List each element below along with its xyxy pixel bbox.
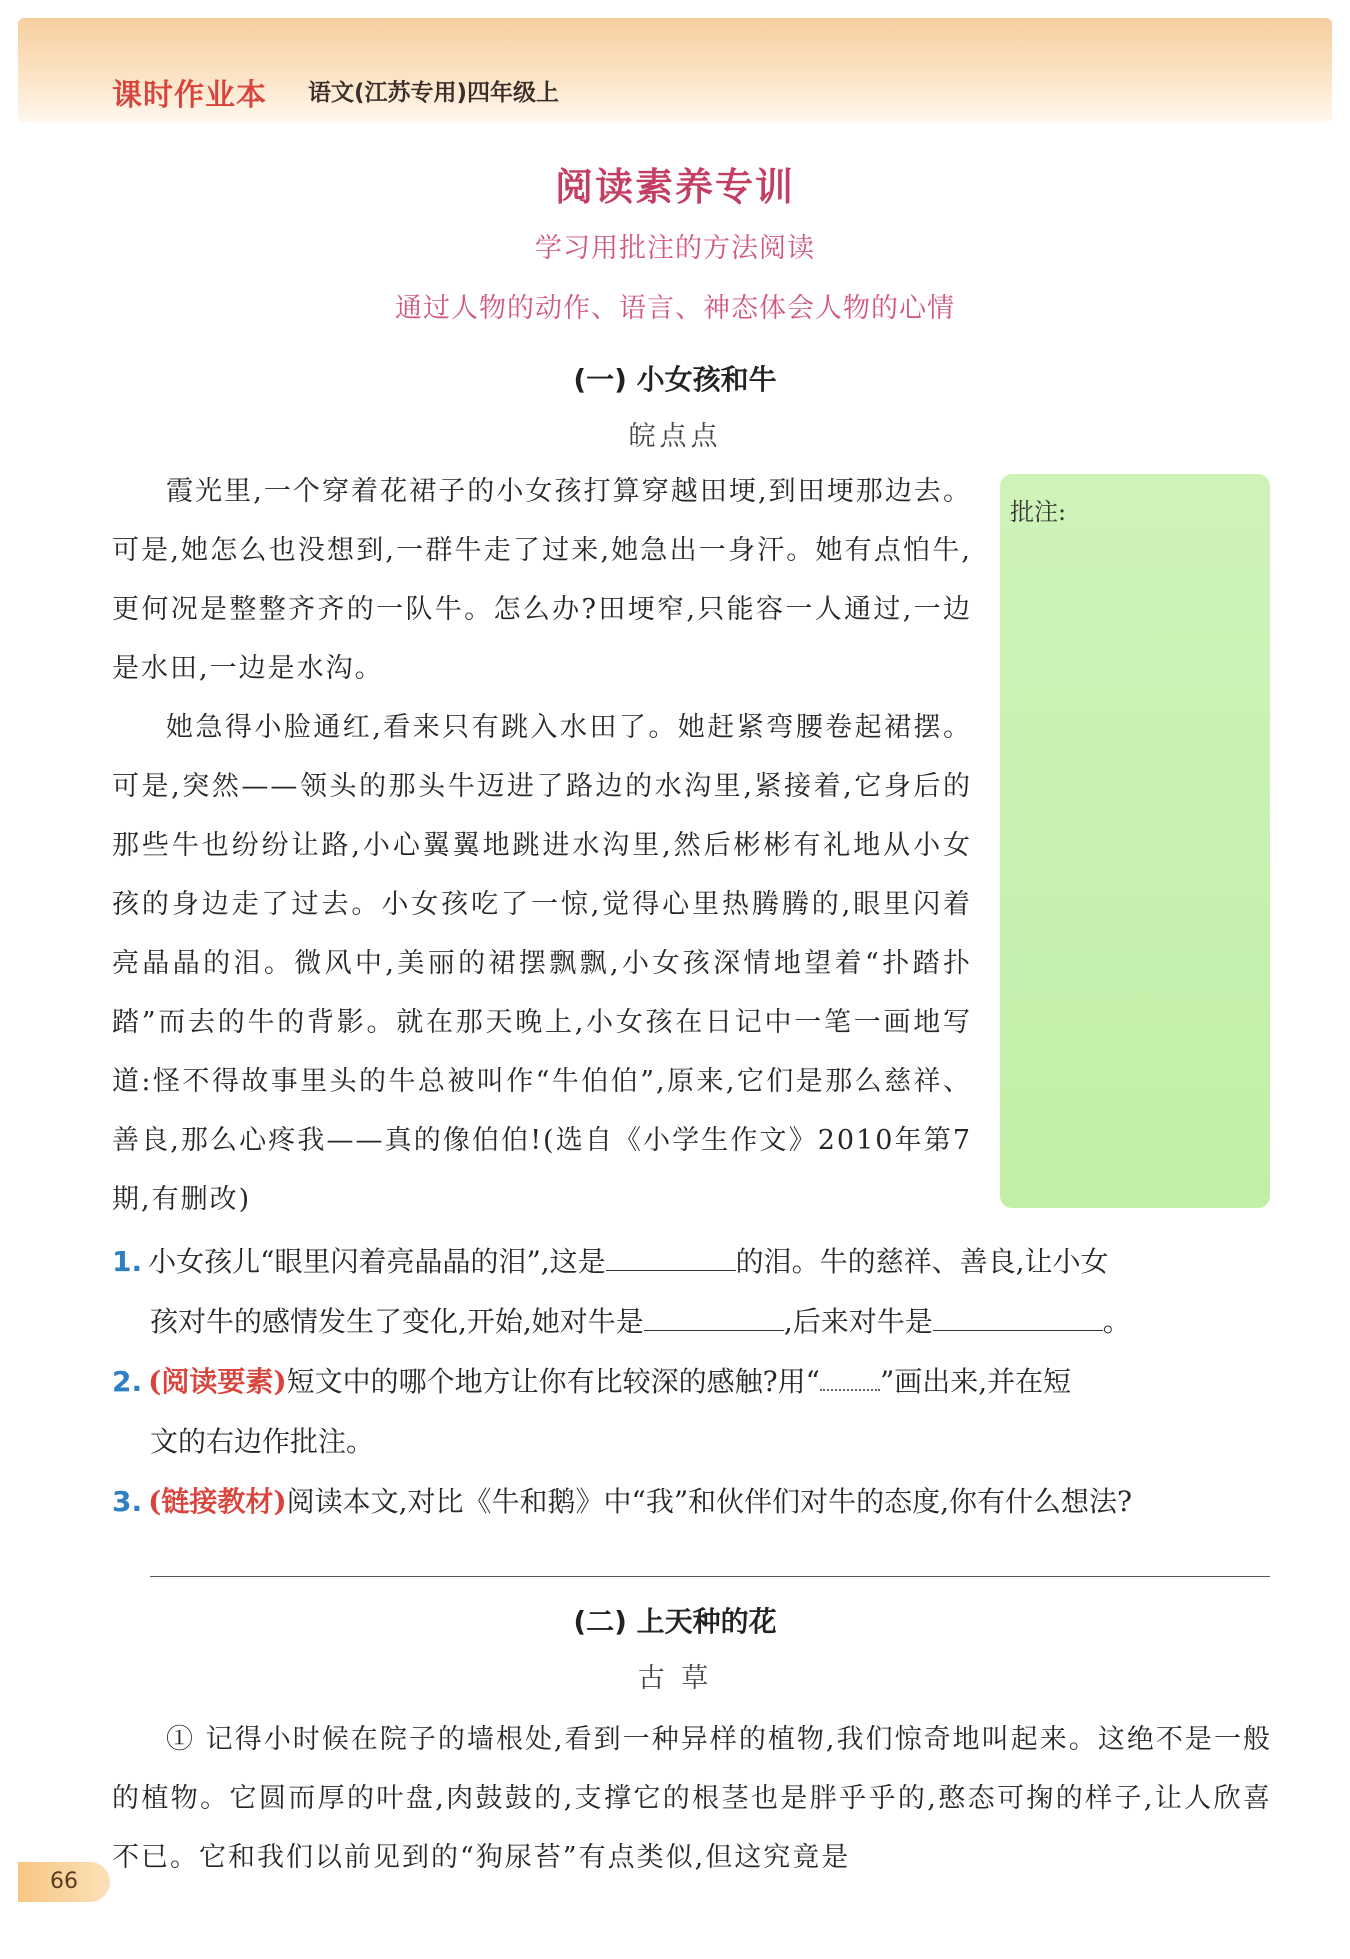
question-text: 文的右边作批注。 — [150, 1425, 375, 1458]
question-text: 的泪。牛的慈祥、善良,让小女 — [735, 1245, 1109, 1278]
question-text: ”画出来,并在短 — [879, 1365, 1072, 1398]
answer-blank[interactable] — [644, 1300, 784, 1331]
question-text: 短文中的哪个地方让你有比较深的感触?用“ — [286, 1365, 820, 1398]
answer-blank[interactable] — [933, 1300, 1103, 1331]
annotation-box[interactable] — [1000, 474, 1270, 1208]
annotation-label: 批注: — [1010, 498, 1067, 526]
section2-author: 古 草 — [637, 1663, 713, 1694]
question-number: 3. — [112, 1485, 143, 1518]
section1-author: 皖点点 — [628, 421, 722, 452]
answer-line[interactable] — [150, 1576, 1270, 1577]
section1-passage — [112, 462, 972, 1229]
question-number: 2. — [112, 1365, 143, 1398]
section1-heading: (一) 小女孩和牛 — [573, 363, 777, 396]
page-number: 66 — [18, 1862, 110, 1902]
question-text: 阅读本文,对比《牛和鹅》中“我”和伙伴们对牛的态度,你有什么想法? — [286, 1485, 1133, 1518]
question-1 — [112, 1232, 1272, 1352]
passage-paragraph: ① 记得小时候在院子的墙根处,看到一种异样的植物,我们惊奇地叫起来。这绝不是一般的植物。它圆而厚的叶盘,肉鼓鼓的,支撑它的根茎也是胖乎乎的,憨态可掬的样子,让人欣喜不已。它和我们以前见到的“狗尿苔”有点类似,但这究竟是 — [112, 1724, 1272, 1873]
question-text: ,后来对牛是 — [783, 1305, 933, 1338]
question-text: 孩对牛的感情发生了变化,开始,她对牛是 — [150, 1305, 644, 1338]
question-tag: (阅读要素) — [148, 1365, 287, 1398]
wavy-line-icon — [820, 1361, 880, 1391]
question-2 — [112, 1352, 1272, 1472]
section2-heading: (二) 上天种的花 — [573, 1605, 777, 1638]
passage-paragraph: 霞光里,一个穿着花裙子的小女孩打算穿越田埂,到田埂那边去。可是,她怎么也没想到,一群牛走了过来,她急出一身汗。她有点怕牛,更何况是整整齐齐的一队牛。怎么办?田埂窄,只能容一人通过,一边是水田,一边是水沟。 — [112, 476, 972, 684]
section2-passage — [112, 1710, 1272, 1887]
answer-blank[interactable] — [606, 1240, 736, 1271]
book-brand: 课时作业本 — [112, 78, 267, 113]
passage-paragraph: 她急得小脸通红,看来只有跳入水田了。她赶紧弯腰卷起裙摆。可是,突然——领头的那头牛迈进了路边的水沟里,紧接着,它身后的那些牛也纷纷让路,小心翼翼地跳进水沟里,然后彬彬有礼地从小女孩的身边走了过去。小女孩吃了一惊,觉得心里热腾腾的,眼里闪着亮晶晶的泪。微风中,美丽的裙摆飘飘,小女孩深情地望着“扑踏扑踏”而去的牛的背影。就在那天晚上,小女孩在日记中一笔一画地写道:怪不得故事里头的牛总被叫作“牛伯伯”,原来,它们是那么慈祥、善良,那么心疼我——真的像伯伯!(选自《小学生作文》2010年第7期,有删改) — [112, 712, 972, 1215]
page-title: 阅读素养专训 — [554, 165, 795, 209]
book-subject: 语文(江苏专用)四年级上 — [308, 80, 560, 106]
question-number: 1. — [112, 1245, 143, 1278]
question-3 — [112, 1472, 1272, 1532]
question-text: 小女孩儿“眼里闪着亮晶晶的泪”,这是 — [148, 1245, 606, 1278]
subtitle-method: 学习用批注的方法阅读 — [535, 233, 815, 264]
subtitle-focus: 通过人物的动作、语言、神态体会人物的心情 — [395, 293, 955, 324]
question-tag: (链接教材) — [148, 1485, 287, 1518]
question-text: 。 — [1102, 1305, 1131, 1338]
